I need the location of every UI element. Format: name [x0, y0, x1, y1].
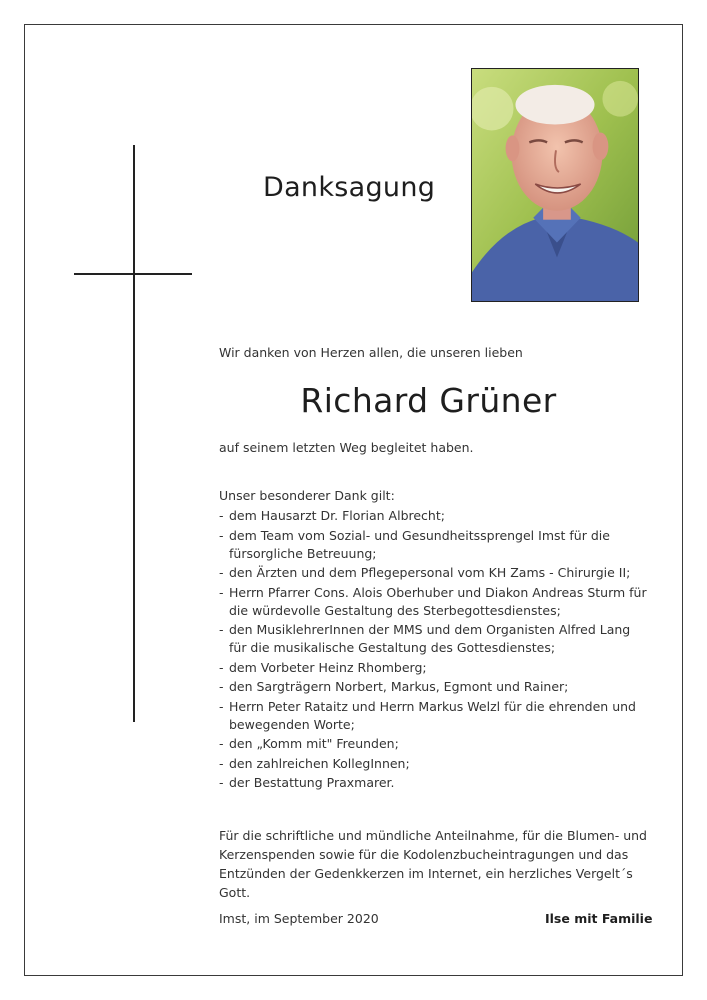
card-title: Danksagung: [263, 172, 436, 203]
signature: Ilse mit Familie: [545, 911, 653, 926]
subtitle-text: auf seinem letzten Weg begleitet haben.: [219, 440, 474, 455]
list-item: - den Ärzten und dem Pflegepersonal vom KH Zams - Chirurgie II;: [219, 564, 649, 582]
deceased-name-text: Richard Grüner: [300, 381, 557, 420]
list-item: - den MusiklehrerInnen der MMS und dem Organisten Alfred Lang für die musikalische Gestaltung des Gottesdienstes;: [219, 621, 649, 657]
list-item: - Herrn Peter Rataitz und Herrn Markus Welzl für die ehrenden und bewegenden Worte;: [219, 698, 649, 734]
list-item: - den „Komm mit" Freunden;: [219, 735, 649, 753]
thanks-section: [219, 487, 649, 794]
list-item: - dem Vorbeter Heinz Rhomberg;: [219, 659, 649, 677]
list-item: - Herrn Pfarrer Cons. Alois Oberhuber und Diakon Andreas Sturm für die würdevolle Gestaltung des Sterbegottesdienstes;: [219, 584, 649, 620]
list-item: - dem Hausarzt Dr. Florian Albrecht;: [219, 507, 649, 525]
cross-icon-horizontal: [74, 273, 192, 275]
intro-text: Wir danken von Herzen allen, die unseren lieben: [219, 345, 523, 360]
place-date: Imst, im September 2020: [219, 911, 379, 926]
list-item: - dem Team vom Sozial- und Gesundheitssprengel Imst für die fürsorgliche Betreuung;: [219, 527, 649, 563]
thanks-list: [219, 507, 649, 792]
portrait-photo: [471, 68, 639, 302]
portrait-illustration: [472, 69, 638, 301]
deceased-name: [0, 381, 707, 420]
list-item: - den zahlreichen KollegInnen;: [219, 755, 649, 773]
thanks-heading: Unser besonderer Dank gilt:: [219, 488, 395, 503]
closing-text: Für die schriftliche und mündliche Anteilnahme, für die Blumen- und Kerzenspenden sowie für die Kodolenzbucheintragungen und das Entzünden der Gedenkkerzen im Internet, ein herzliches Vergelt´s Gott.: [219, 828, 647, 900]
list-item: - der Bestattung Praxmarer.: [219, 774, 649, 792]
cross-icon-vertical: [133, 145, 135, 722]
list-item: - den Sargträgern Norbert, Markus, Egmont und Rainer;: [219, 678, 649, 696]
